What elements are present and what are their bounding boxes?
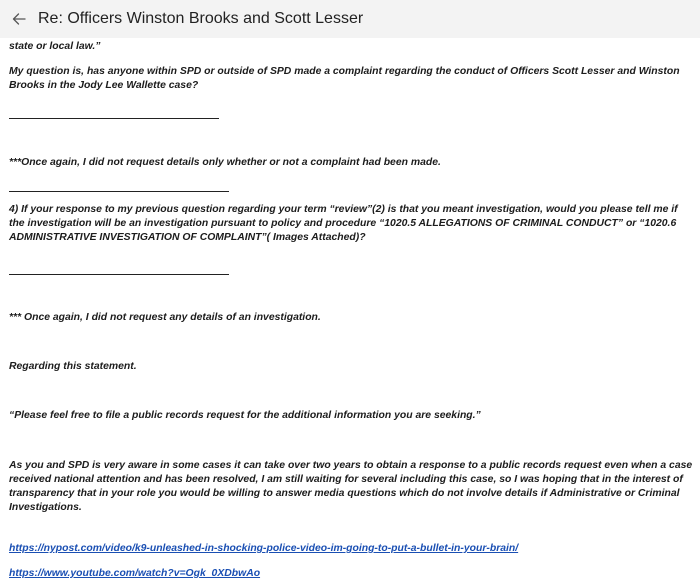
paragraph-once-again-investigation: *** Once again, I did not request any details of an investigation.: [9, 312, 321, 323]
back-button[interactable]: [10, 10, 28, 28]
paragraph-law: state or local law.”: [9, 41, 101, 52]
link-nypost[interactable]: https://nypost.com/video/k9-unleashed-in-shocking-police-video-im-going-to-put-a-bullet-in-your-brain/: [9, 543, 519, 554]
message-header: [0, 0, 700, 38]
email-body: [0, 38, 700, 586]
arrow-left-icon: [11, 11, 27, 27]
paragraph-records: As you and SPD is very aware in some cases it can take over two years to obtain a response to a public records request even when a case received national attention and has been resolved, I am still waiting for several including this case, so I was hoping that in the interest of transparency that in your role you would be willing to answer media questions which do not involve details if Administrative or Criminal Investigations.: [9, 460, 693, 513]
paragraph-question: My question is, has anyone within SPD or outside of SPD made a complaint regarding the conduct of Officers Scott Lesser and Winston Brooks in the Jody Lee Wallette case?: [9, 66, 680, 91]
paragraph-quote: “Please feel free to file a public records request for the additional information you are seeking.”: [9, 410, 481, 421]
paragraph-once-again-complaint: ***Once again, I did not request details only whether or not a complaint had been made.: [9, 157, 441, 168]
divider-line: [9, 118, 219, 119]
link-youtube[interactable]: https://www.youtube.com/watch?v=Ogk_0XDbwAo: [9, 568, 261, 579]
divider-line: [9, 274, 229, 275]
paragraph-question-4: 4) If your response to my previous question regarding your term “review”(2) is that you meant investigation, would you please tell me if the investigation will be an investigation pursuant to policy and procedure “1020.5 ALLEGATIONS OF CRIMINAL CONDUCT” or “1020.6 ADMINISTRATIVE INVESTIGATION OF COMPLAINT”( Images Attached)?: [9, 204, 678, 243]
paragraph-regarding: Regarding this statement.: [9, 361, 137, 372]
divider-line: [9, 191, 229, 192]
email-subject: Re: Officers Winston Brooks and Scott Lesser: [38, 10, 364, 27]
